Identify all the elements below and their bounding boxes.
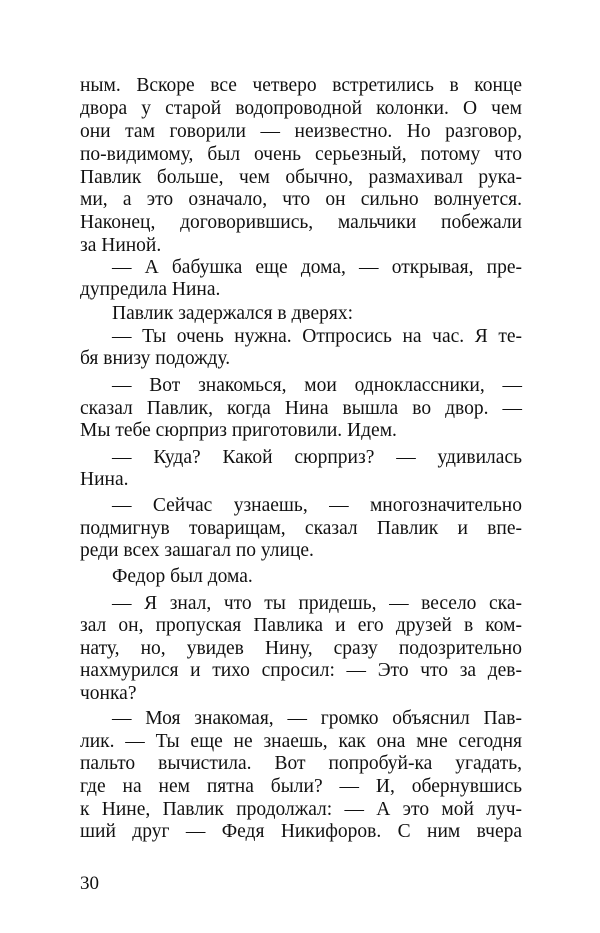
text-line: зал он, пропуская Павлика и его друзей в ком- (80, 615, 522, 636)
text-line: ми, а это означало, что он сильно волнуется. (80, 189, 522, 210)
text-line: — Ты очень нужна. Отпросись на час. Я те- (112, 326, 522, 347)
text-line: к Нине, Павлик продолжал: — А это мой луч- (80, 799, 522, 820)
text-line: бя внизу подожду. (80, 348, 231, 369)
text-line: Наконец, договорившись, мальчики побежали (80, 212, 522, 233)
page-number: 30 (80, 873, 99, 894)
text-line: — Куда? Какой сюрприз? — удивилась (112, 447, 522, 468)
text-line: — Моя знакомая, — громко объяснил Пав- (112, 708, 522, 729)
text-line: пальто вычистила. Вот попробуй-ка угадать, (80, 753, 522, 774)
text-line: за Ниной. (80, 235, 162, 256)
text-line: нахмурился и тихо спросил: — Это что за дев- (80, 660, 522, 681)
text-line: — Вот знакомься, мои одноклассники, — (112, 375, 522, 396)
text-line: нату, но, увидев Нину, сразу подозрительно (80, 638, 522, 659)
text-line: — Я знал, что ты придешь, — весело ска- (112, 593, 522, 614)
text-line: чонка? (80, 683, 137, 704)
text-line: Нина. (80, 469, 129, 490)
text-line: сказал Павлик, когда Нина вышла во двор. — (80, 398, 522, 419)
text-line: ным. Вскоре все четверо встретились в конце (80, 75, 522, 96)
text-line: Федор был дома. (112, 566, 253, 587)
text-line: дупредила Нина. (80, 279, 221, 300)
text-line: — Сейчас узнаешь, — многозначительно (112, 495, 522, 516)
text-line: подмигнув товарищам, сказал Павлик и впе- (80, 518, 522, 539)
text-line: лик. — Ты еще не знаешь, как она мне сегодня (80, 731, 522, 752)
text-line: они там говорили — неизвестно. Но разговор, (80, 121, 522, 142)
text-line: — А бабушка еще дома, — открывая, пре- (112, 257, 522, 278)
text-line: Павлик задержался в дверях: (112, 303, 354, 324)
text-line: двора у старой водопроводной колонки. О чем (80, 98, 522, 119)
text-line: ший друг — Федя Никифоров. С ним вчера (80, 821, 522, 842)
text-line: по-видимому, был очень серьезный, потому что (80, 144, 522, 165)
text-line: Мы тебе сюрприз приготовили. Идем. (80, 420, 397, 441)
text-line: реди всех зашагал по улице. (80, 540, 314, 561)
text-line: Павлик больше, чем обычно, размахивал рука- (80, 167, 522, 188)
text-line: где на нем пятна были? — И, обернувшись (80, 776, 522, 797)
